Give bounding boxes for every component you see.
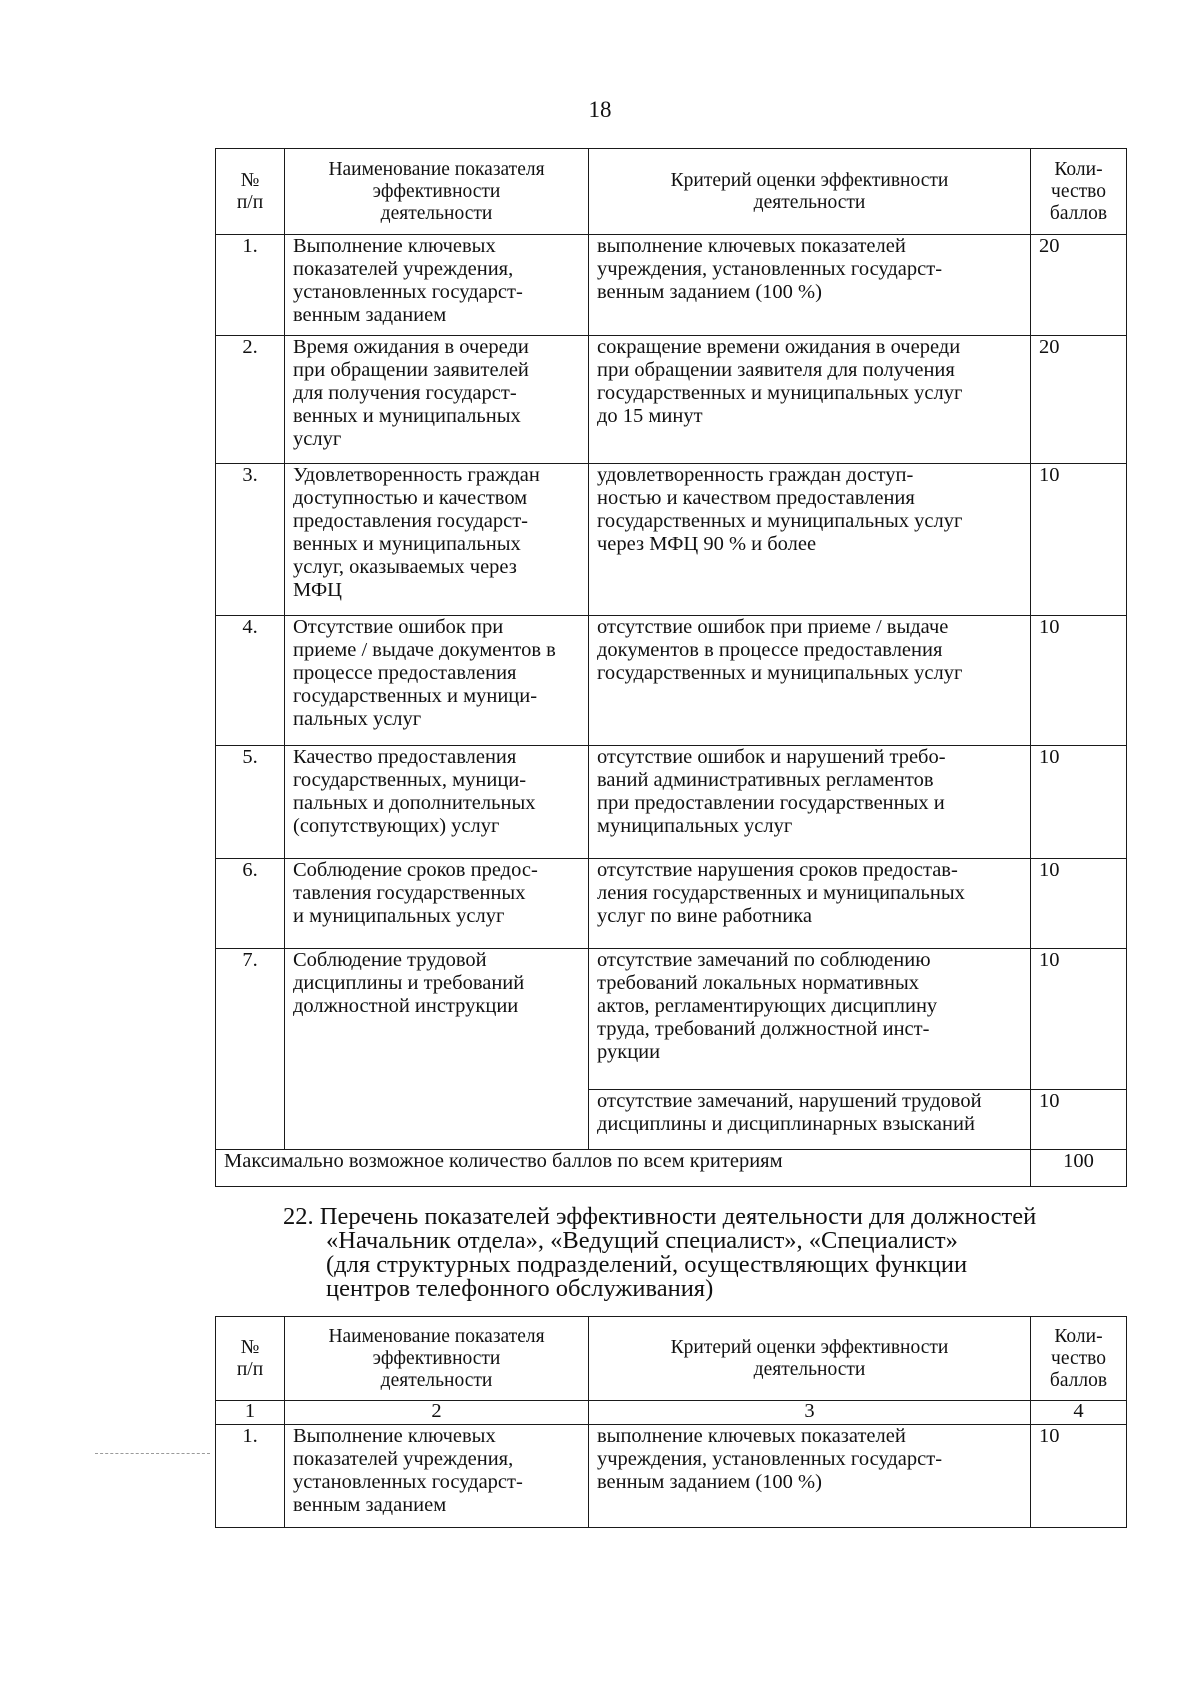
row-number: 2. xyxy=(216,336,285,464)
margin-stroke xyxy=(95,1453,210,1454)
row-number: 4. xyxy=(216,616,285,746)
table-row xyxy=(216,859,1127,949)
efficiency-table-21 xyxy=(215,148,1127,1187)
criterion: отсутствие нарушения сроков предостав- ления государственных и муниципальных услуг по вине работника xyxy=(589,859,1031,949)
section-heading xyxy=(283,1205,1143,1301)
header-points: Коли- чество баллов xyxy=(1031,149,1127,235)
header-criterion: Критерий оценки эффективности деятельности xyxy=(589,1317,1031,1401)
row-number: 6. xyxy=(216,859,285,949)
header-points: Коли- чество баллов xyxy=(1031,1317,1127,1401)
table-row xyxy=(216,336,1127,464)
column-number-row xyxy=(216,1401,1127,1425)
points: 10 xyxy=(1031,1425,1127,1528)
indicator-name: Качество предоставления государственных, муници- пальных и дополнительных (сопутствующих) услуг xyxy=(285,746,589,859)
indicator-name: Выполнение ключевых показателей учреждения, установленных государст- венным заданием xyxy=(285,235,589,336)
table-row xyxy=(216,616,1127,746)
column-number: 2 xyxy=(285,1401,589,1425)
efficiency-table-22 xyxy=(215,1316,1127,1528)
header-indicator-name: Наименование показателя эффективности деятельности xyxy=(285,149,589,235)
heading-line: (для структурных подразделений, осуществляющих функции xyxy=(326,1251,968,1278)
criterion: удовлетворенность граждан доступ- ностью и качеством предоставления государственных и муниципальных услуг через МФЦ 90 % и более xyxy=(589,464,1031,616)
table-row xyxy=(216,1425,1127,1528)
column-number: 4 xyxy=(1031,1401,1127,1425)
row-number: 1. xyxy=(216,1425,285,1528)
indicator-name: Удовлетворенность граждан доступностью и качеством предоставления государст- венных и муниципальных услуг, оказываемых через МФЦ xyxy=(285,464,589,616)
total-label: Максимально возможное количество баллов по всем критериям xyxy=(216,1150,1031,1187)
heading-line: 22. Перечень показателей эффективности деятельности для должностей xyxy=(283,1203,1037,1230)
criterion: отсутствие ошибок и нарушений требо- ваний административных регламентов при предоставлении государственных и муниципальных услуг xyxy=(589,746,1031,859)
row-number: 5. xyxy=(216,746,285,859)
points: 20 xyxy=(1031,336,1127,464)
criterion: сокращение времени ожидания в очереди при обращении заявителя для получения государственных и муниципальных услуг до 15 минут xyxy=(589,336,1031,464)
header-number: № п/п xyxy=(216,149,285,235)
table-row xyxy=(216,746,1127,859)
row-number: 3. xyxy=(216,464,285,616)
indicator-name: Время ожидания в очереди при обращении заявителей для получения государст- венных и муниципальных услуг xyxy=(285,336,589,464)
table-row xyxy=(216,949,1127,1090)
table-row xyxy=(216,235,1127,336)
table-row xyxy=(216,464,1127,616)
criterion: выполнение ключевых показателей учреждения, установленных государст- венным заданием (100 %) xyxy=(589,235,1031,336)
header-number: № п/п xyxy=(216,1317,285,1401)
header-indicator-name: Наименование показателя эффективности деятельности xyxy=(285,1317,589,1401)
points: 20 xyxy=(1031,235,1127,336)
column-number: 1 xyxy=(216,1401,285,1425)
points: 10 xyxy=(1031,859,1127,949)
criterion: отсутствие ошибок при приеме / выдаче документов в процессе предоставления государственных и муниципальных услуг xyxy=(589,616,1031,746)
header-criterion: Критерий оценки эффективности деятельности xyxy=(589,149,1031,235)
criterion: отсутствие замечаний, нарушений трудовой дисциплины и дисциплинарных взысканий xyxy=(589,1090,1031,1150)
indicator-name: Соблюдение сроков предос- тавления государственных и муниципальных услуг xyxy=(285,859,589,949)
indicator-name: Отсутствие ошибок при приеме / выдаче документов в процессе предоставления государственных и муници- пальных услуг xyxy=(285,616,589,746)
heading-line: центров телефонного обслуживания) xyxy=(326,1275,714,1302)
criterion: отсутствие замечаний по соблюдению требований локальных нормативных актов, регламентирующих дисциплину труда, требований должностной инст- рукции xyxy=(589,949,1031,1090)
indicator-name: Выполнение ключевых показателей учреждения, установленных государст- венным заданием xyxy=(285,1425,589,1528)
column-number: 3 xyxy=(589,1401,1031,1425)
points: 10 xyxy=(1031,746,1127,859)
heading-line: «Начальник отдела», «Ведущий специалист», «Специалист» xyxy=(326,1227,958,1254)
row-number: 1. xyxy=(216,235,285,336)
indicator-name: Соблюдение трудовой дисциплины и требований должностной инструкции xyxy=(285,949,589,1150)
table-header-row xyxy=(216,1317,1127,1401)
total-points: 100 xyxy=(1031,1150,1127,1187)
points: 10 xyxy=(1031,616,1127,746)
points: 10 xyxy=(1031,464,1127,616)
page-number: 18 xyxy=(588,97,612,122)
table-header-row xyxy=(216,149,1127,235)
points: 10 xyxy=(1031,1090,1127,1150)
criterion: выполнение ключевых показателей учреждения, установленных государст- венным заданием (100 %) xyxy=(589,1425,1031,1528)
row-number: 7. xyxy=(216,949,285,1150)
total-row xyxy=(216,1150,1127,1187)
points: 10 xyxy=(1031,949,1127,1090)
